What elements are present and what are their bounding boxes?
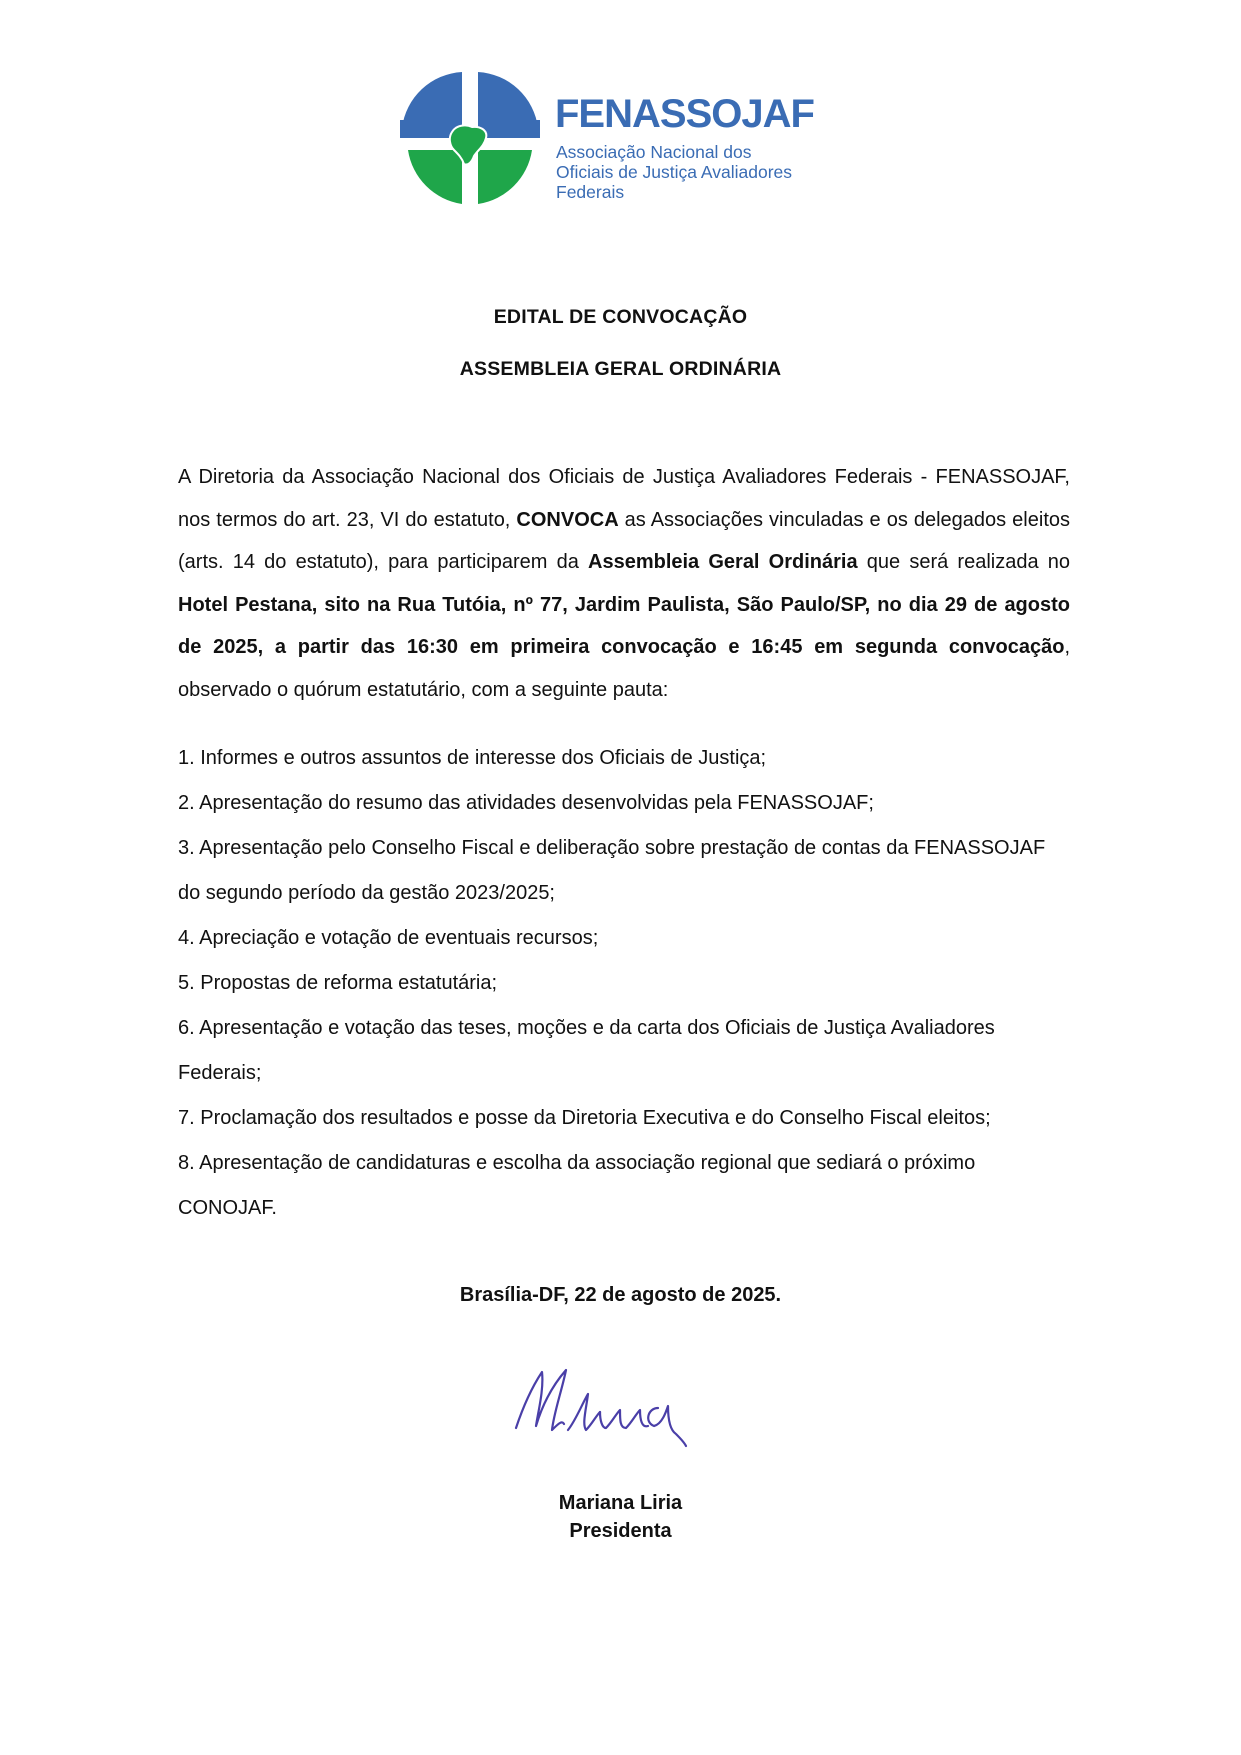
fenassojaf-logo — [400, 70, 860, 206]
logo-subtitle-line2: Oficiais de Justiça Avaliadores Federais — [556, 162, 793, 202]
intro-bold-venue: Hotel Pestana, sito na Rua Tutóia, nº 77, Jardim Paulista, São Paulo/SP, no dia 29 de agosto de 2025, a partir das 16:30 em primeira convocação e 16:45 em segunda convocação — [178, 593, 1070, 658]
logo-subtitle — [556, 142, 860, 202]
intro-text-2: as Associações vinculadas e os delegados eleitos (arts. 14 do estatuto), para participarem da — [178, 508, 1070, 573]
agenda-item: 8. Apresentação de candidaturas e escolha da associação regional que sediará o próximo CONOJAF. — [178, 1152, 976, 1219]
agenda-item: 2. Apresentação do resumo das atividades desenvolvidas pela FENASSOJAF; — [178, 792, 874, 814]
agenda-item: 7. Proclamação dos resultados e posse da Diretoria Executiva e do Conselho Fiscal eleitos; — [178, 1107, 991, 1129]
agenda-item: 1. Informes e outros assuntos de interesse dos Oficiais de Justiça; — [178, 747, 767, 769]
agenda-item: 5. Propostas de reforma estatutária; — [178, 972, 498, 994]
logo-subtitle-line1: Associação Nacional dos — [556, 142, 752, 162]
signatory-name: Mariana Liria — [558, 1492, 683, 1514]
intro-bold-assembleia: Assembleia Geral Ordinária — [588, 551, 858, 573]
heading-title: EDITAL DE CONVOCAÇÃO — [493, 306, 748, 328]
agenda-list — [178, 736, 1070, 1231]
agenda-item: 6. Apresentação e votação das teses, moções e da carta dos Oficiais de Justiça Avaliadores Federais; — [178, 1017, 995, 1084]
agenda-item: 3. Apresentação pelo Conselho Fiscal e deliberação sobre prestação de contas da FENASSOJAF do segundo período da gestão 2023/2025; — [178, 837, 1046, 904]
intro-paragraph — [178, 456, 1070, 711]
logo-brand-name: FENASSOJAF — [555, 92, 814, 136]
fenassojaf-emblem-icon — [400, 70, 540, 206]
signature-image — [508, 1360, 728, 1460]
place-date: Brasília-DF, 22 de agosto de 2025. — [459, 1284, 782, 1306]
intro-text-3: que será realizada no — [857, 551, 1070, 573]
intro-text-1: A Diretoria da Associação Nacional dos Oficiais de Justiça Avaliadores Federais - FENASSOJAF, nos termos do art. 23, VI do estatuto, — [178, 466, 1070, 531]
heading-subtitle: ASSEMBLEIA GERAL ORDINÁRIA — [459, 358, 782, 380]
intro-bold-convoca: CONVOCA — [516, 508, 619, 531]
signatory-role: Presidenta — [569, 1520, 672, 1542]
intro-text-4: , observado o quórum estatutário, com a seguinte pauta: — [178, 636, 1070, 701]
agenda-item: 4. Apreciação e votação de eventuais recursos; — [178, 927, 599, 949]
